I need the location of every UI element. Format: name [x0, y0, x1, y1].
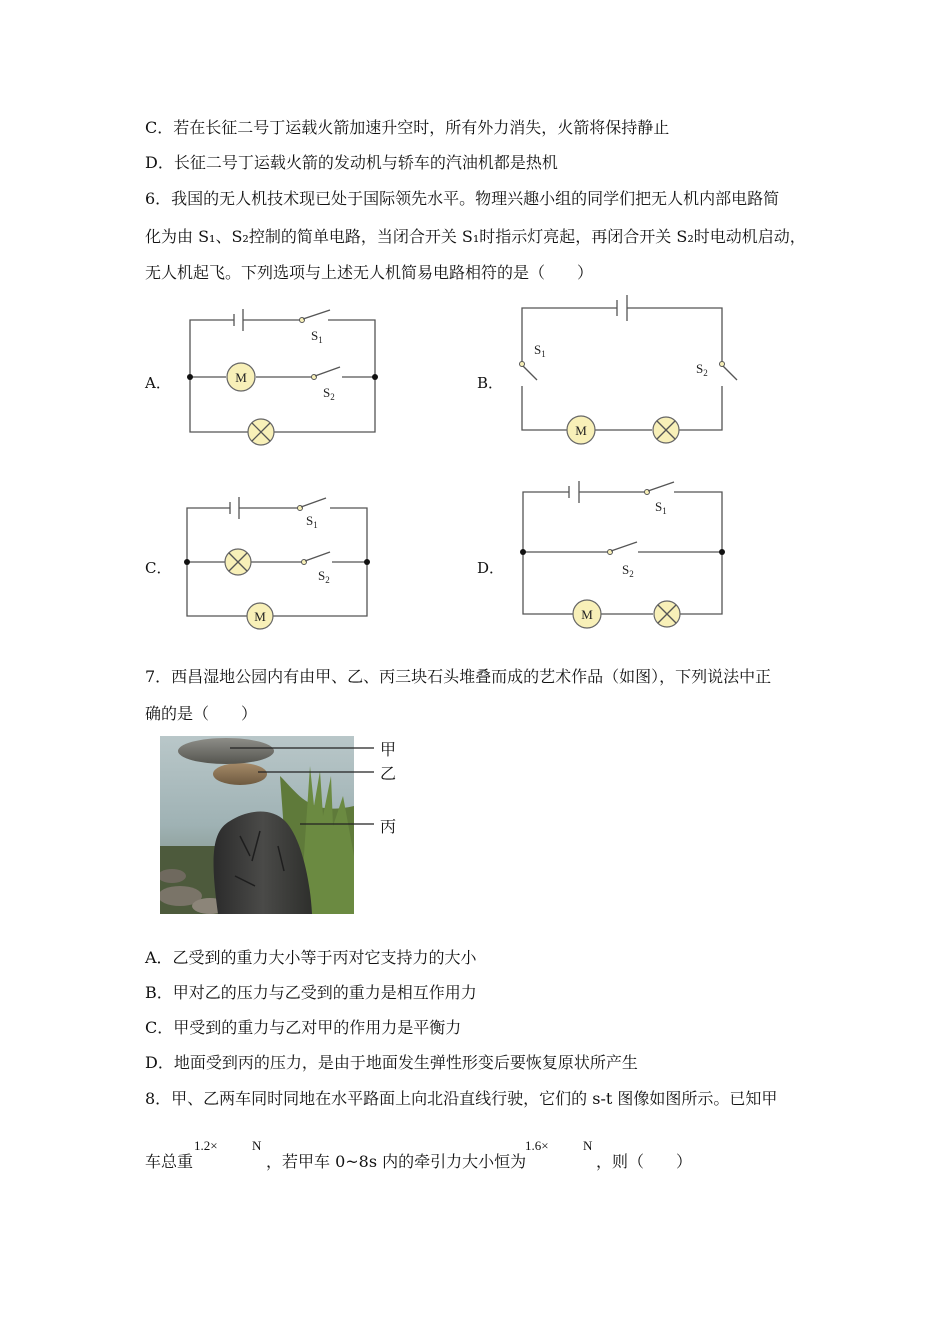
s1-label: S [655, 499, 663, 514]
q7-option-b: B．甲对乙的压力与乙受到的重力是相互作用力 [145, 983, 477, 1002]
q6-option-a-label: A． [145, 374, 171, 392]
s1-label: S [306, 513, 314, 528]
q8-stem-line2a: 车总重 [145, 1152, 194, 1171]
q6-stem-line1: 6．我国的无人机技术现已处于国际领先水平。物理兴趣小组的同学们把无人机内部电路简 [145, 189, 780, 208]
svg-text:S1: $S_1$ [311, 328, 323, 345]
motor-label: M [235, 370, 247, 385]
q8-stem-line1: 8．甲、乙两车同时同地在水平路面上向北沿直线行驶，它们的 s-t 图像如图所示。已知甲 [145, 1089, 778, 1108]
q5-option-c: C．若在长征二号丁运载火箭加速升空时，所有外力消失，火箭将保持静止 [145, 118, 670, 137]
svg-text:S2: $S_2$ [323, 385, 335, 402]
q6-stem-line3: 无人机起飞。下列选项与上述无人机简易电路相符的是（ ） [145, 263, 594, 282]
q6-stem-line2: 化为由 S₁、S₂控制的简单电路，当闭合开关 S₁时指示灯亮起，再闭合开关 S₂时电动机启动， [145, 227, 806, 246]
svg-text:S1: $S_1$ [534, 342, 546, 359]
q8-weight-coefficient: 1.2× [194, 1138, 218, 1153]
label-bing: 丙 [380, 817, 397, 836]
label-jia: 甲 [380, 740, 397, 759]
motor-label: M [254, 609, 266, 624]
q8-force-unit: N [583, 1138, 593, 1153]
svg-text:S2: $S_2$ [622, 562, 634, 579]
svg-text:S2: $S_2$ [318, 568, 330, 585]
s2-label: S [696, 361, 704, 376]
label-yi: 乙 [380, 764, 397, 783]
svg-text:S1: $S_1$ [655, 499, 667, 516]
q5-option-d: D．长征二号丁运载火箭的发动机与轿车的汽油机都是热机 [145, 153, 558, 172]
q8-stem-line2c: ，则（ ） [596, 1152, 693, 1171]
motor-label: M [575, 423, 587, 438]
q7-stem-line2: 确的是（ ） [145, 704, 258, 723]
q6-option-b-label: B． [477, 374, 504, 392]
q7-option-c: C．甲受到的重力与乙对甲的作用力是平衡力 [145, 1018, 462, 1037]
q8-weight-unit: N [252, 1138, 262, 1153]
s1-label: S [311, 328, 319, 343]
q7-option-d: D．地面受到丙的压力，是由于地面发生弹性形变后要恢复原状所产生 [145, 1053, 638, 1072]
s2-label: S [323, 385, 331, 400]
s1-label: S [534, 342, 542, 357]
q8-force-coefficient: 1.6× [525, 1138, 549, 1153]
q7-option-a: A．乙受到的重力大小等于丙对它支持力的大小 [145, 948, 477, 967]
s2-label: S [622, 562, 630, 577]
svg-text:S2: $S_2$ [696, 361, 708, 378]
s2-label: S [318, 568, 326, 583]
q7-stem-line1: 7．西昌湿地公园内有由甲、乙、丙三块石头堆叠而成的艺术作品（如图），下列说法中正 [145, 667, 772, 686]
motor-label: M [581, 607, 593, 622]
svg-text:S1: $S_1$ [306, 513, 318, 530]
q6-option-d-label: D． [477, 559, 505, 577]
q6-option-c-label: C． [145, 559, 172, 577]
q8-stem-line2b: ，若甲车 0~8s 内的牵引力大小恒为 [266, 1152, 527, 1171]
